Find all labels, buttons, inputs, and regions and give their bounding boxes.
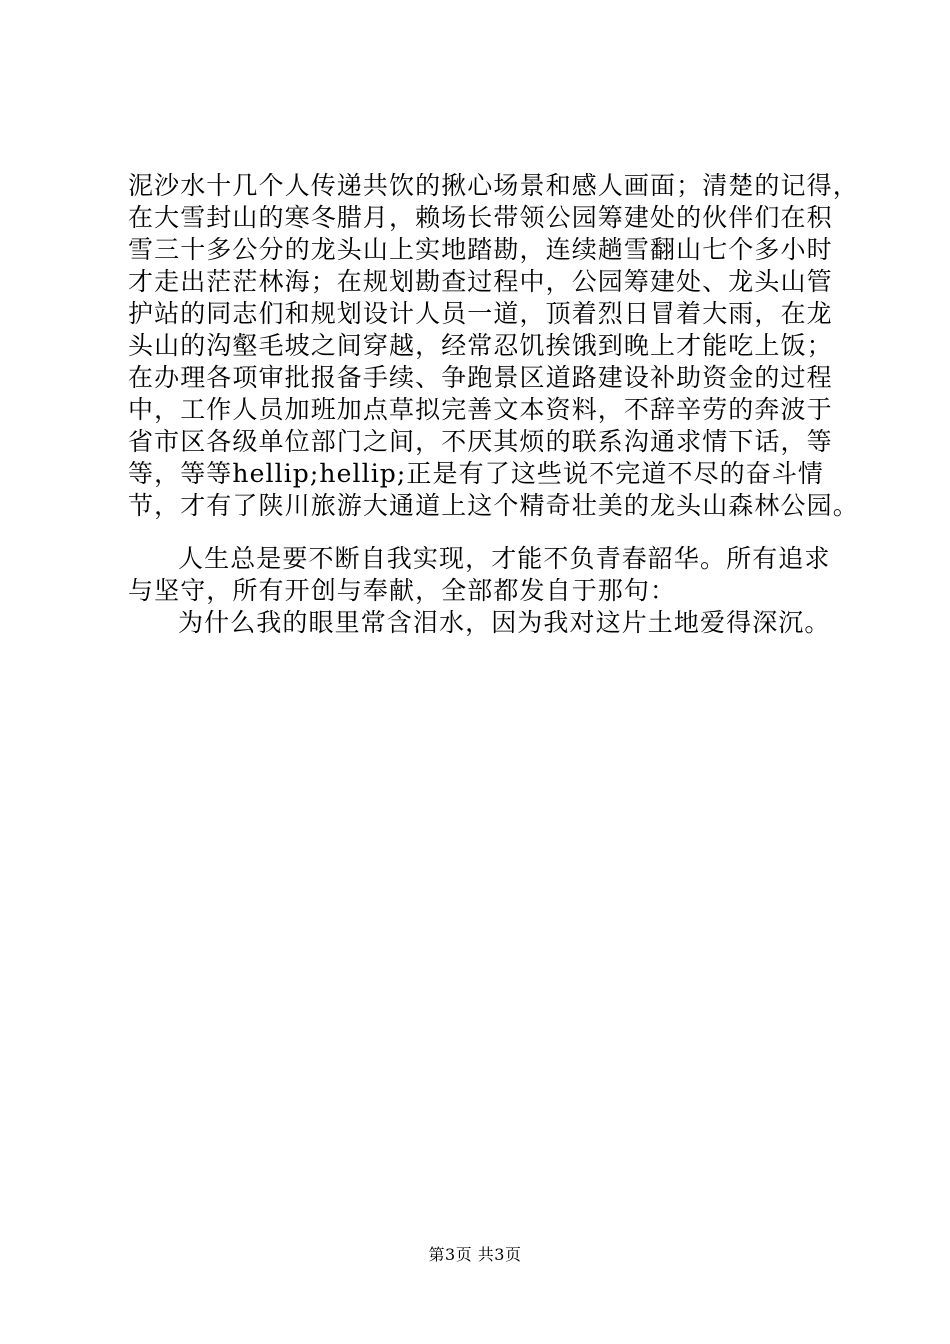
paragraph-line: 与坚守，所有开创与奉献，全部都发自于那句： — [128, 576, 677, 605]
paragraph-line: 在大雪封山的寒冬腊月，赖场长带领公园筹建处的伙伴们在积 — [128, 203, 833, 232]
paragraph-line: 才走出茫茫林海；在规划勘查过程中，公园筹建处、龙头山管 — [128, 267, 833, 296]
page-footer: 第3页 共3页 — [428, 1245, 522, 1264]
paragraph-line: 中，工作人员加班加点草拟完善文本资料，不辞辛劳的奔波于 — [128, 395, 833, 424]
paragraph-line: 省市区各级单位部门之间，不厌其烦的联系沟通求情下话，等 — [128, 427, 833, 456]
paragraph-line: 为什么我的眼里常含泪水，因为我对这片土地爱得深沉。 — [178, 608, 831, 637]
paragraph-line: 等，等等hellip;hellip;正是有了这些说不完道不尽的奋斗情 — [128, 459, 825, 488]
paragraph-line: 节，才有了陕川旅游大通道上这个精奇壮美的龙头山森林公园。 — [128, 491, 859, 520]
paragraph-line: 人生总是要不断自我实现，才能不负青春韶华。所有追求 — [178, 544, 831, 573]
paragraph-2 — [128, 543, 833, 639]
paragraph-1 — [128, 170, 859, 522]
paragraph-line: 泥沙水十几个人传递共饮的揪心场景和感人画面；清楚的记得， — [128, 171, 859, 200]
paragraph-line: 头山的沟壑毛坡之间穿越，经常忍饥挨饿到晚上才能吃上饭； — [128, 331, 833, 360]
paragraph-line: 雪三十多公分的龙头山上实地踏勘，连续趟雪翻山七个多小时 — [128, 235, 833, 264]
paragraph-line: 护站的同志们和规划设计人员一道，顶着烈日冒着大雨，在龙 — [128, 299, 833, 328]
paragraph-line: 在办理各项审批报备手续、争跑景区道路建设补助资金的过程 — [128, 363, 833, 392]
